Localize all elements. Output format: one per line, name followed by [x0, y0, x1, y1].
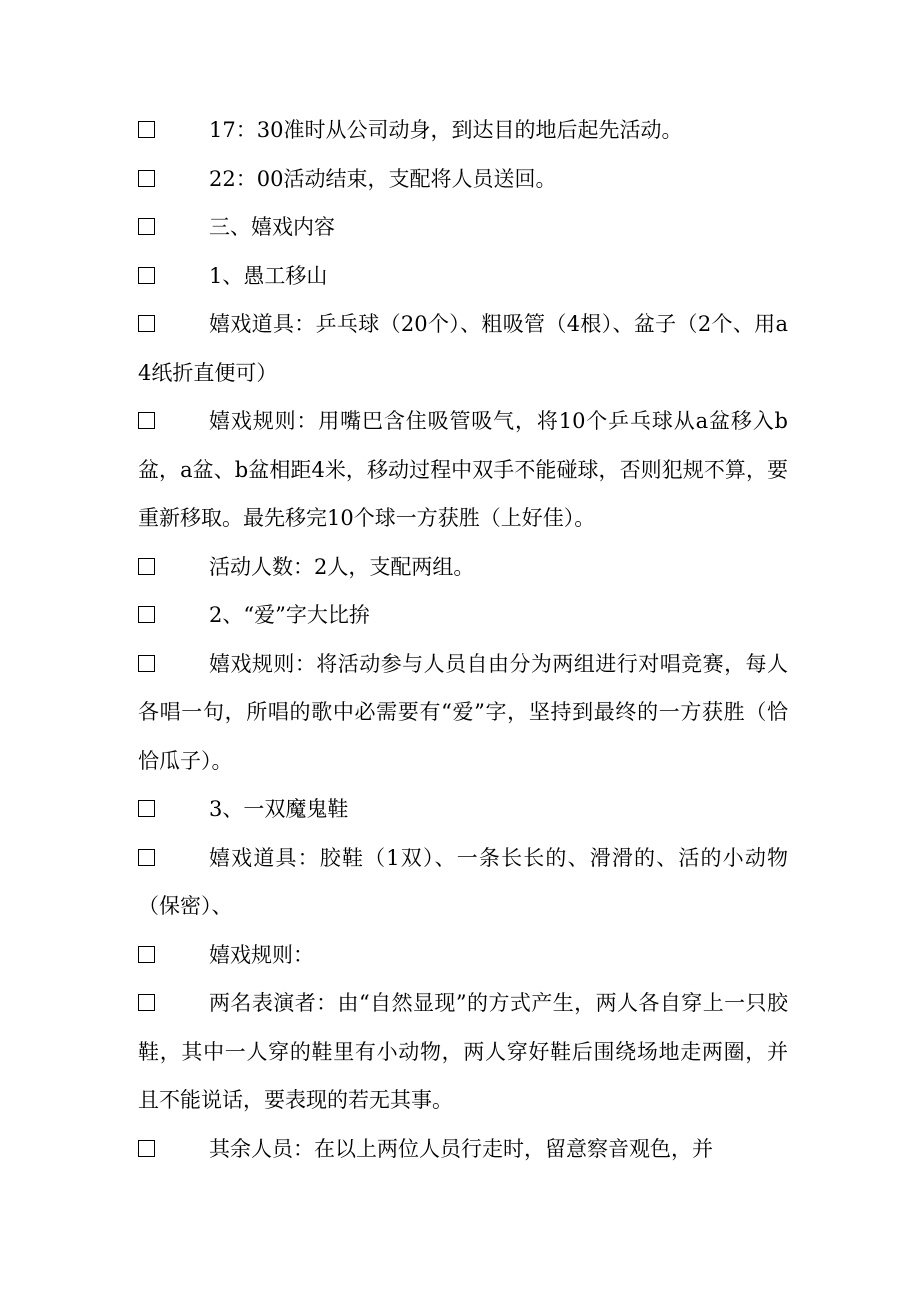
paragraph-text: 1、愚工移山	[209, 263, 328, 288]
checkbox-icon	[138, 606, 155, 623]
paragraph-text: 嬉戏规则：用嘴巴含住吸管吸气，将10个乒乓球从a盆移入b盆，a盆、b盆相距4米，移动过程中双手不能碰球，否则犯规不算，要重新移取。最先移完10个球一方获胜（上好佳）。	[138, 409, 788, 530]
paragraph-text: 嬉戏道具：胶鞋（1双）、一条长长的、滑滑的、活的小动物（保密）、	[138, 845, 788, 918]
paragraph	[138, 155, 788, 204]
paragraph-text: 22：00活动结束，支配将人员送回。	[209, 166, 557, 191]
paragraph	[138, 834, 788, 931]
document-body	[138, 106, 788, 1173]
paragraph-text: 其余人员：在以上两位人员行走时，留意察音观色，并	[209, 1136, 713, 1161]
checkbox-icon	[138, 218, 155, 235]
checkbox-icon	[138, 655, 155, 672]
paragraph	[138, 397, 788, 543]
paragraph	[138, 931, 788, 980]
paragraph-text: 两名表演者：由“自然显现”的方式产生，两人各自穿上一只胶鞋，其中一人穿的鞋里有小动物，两人穿好鞋后围绕场地走两圈，并且不能说话，要表现的若无其事。	[138, 991, 788, 1112]
paragraph	[138, 640, 788, 786]
checkbox-icon	[138, 412, 155, 429]
paragraph	[138, 979, 788, 1125]
game-title	[138, 591, 788, 640]
paragraph-text: 2、“爱”字大比拚	[209, 603, 370, 627]
paragraph-text: 活动人数：2人，支配两组。	[209, 554, 475, 579]
paragraph-text: 嬉戏道具：乒乓球（20个）、粗吸管（4根）、盆子（2个、用a4纸折直便可）	[138, 312, 788, 385]
game-title	[138, 785, 788, 834]
checkbox-icon	[138, 558, 155, 575]
checkbox-icon	[138, 994, 155, 1011]
checkbox-icon	[138, 170, 155, 187]
paragraph-text: 17：30准时从公司动身，到达目的地后起先活动。	[209, 118, 683, 142]
checkbox-icon	[138, 267, 155, 284]
checkbox-icon	[138, 849, 155, 866]
checkbox-icon	[138, 1140, 155, 1157]
paragraph-text: 嬉戏规则：将活动参与人员自由分为两组进行对唱竞赛，每人各唱一句，所唱的歌中必需要有“爱”字，坚持到最终的一方获胜（恰恰瓜子）。	[138, 651, 788, 773]
checkbox-icon	[138, 946, 155, 963]
paragraph-text: 嬉戏规则：	[209, 942, 314, 967]
paragraph	[138, 106, 788, 155]
section-heading	[138, 203, 788, 252]
paragraph-text: 3、一双魔鬼鞋	[209, 797, 349, 821]
paragraph	[138, 543, 788, 592]
paragraph	[138, 300, 788, 397]
game-title	[138, 252, 788, 301]
checkbox-icon	[138, 121, 155, 138]
paragraph	[138, 1125, 788, 1174]
checkbox-icon	[138, 800, 155, 817]
paragraph-text: 三、嬉戏内容	[209, 215, 335, 239]
checkbox-icon	[138, 315, 155, 332]
